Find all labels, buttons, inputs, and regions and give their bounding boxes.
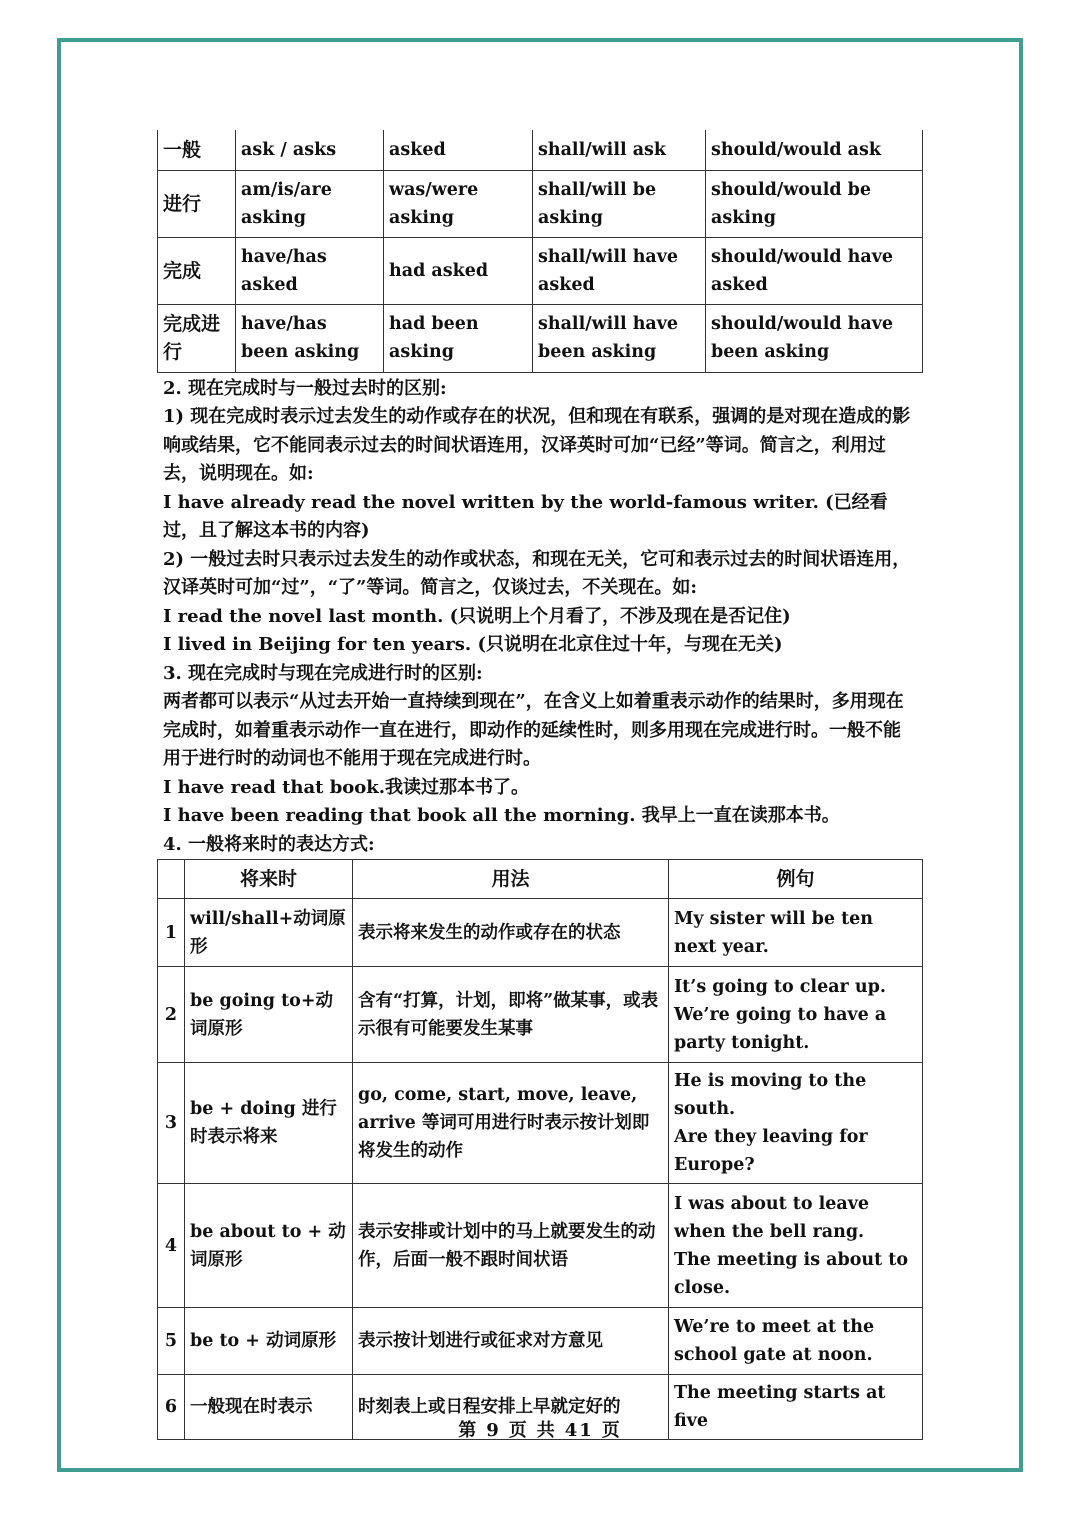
- form-cell: be going to+动词原形: [185, 967, 353, 1063]
- total-pages: 41: [564, 1420, 594, 1441]
- row-number: 6: [158, 1375, 185, 1440]
- row-number: 5: [158, 1308, 185, 1375]
- footer-ye: 页: [508, 1420, 529, 1441]
- example-cell: It’s going to clear up. We’re going to have a party tonight.: [669, 967, 923, 1063]
- row-label: 完成: [158, 237, 236, 304]
- table-row: [158, 1308, 923, 1375]
- form-cell: be to + 动词原形: [185, 1308, 353, 1375]
- example-cell: We’re to meet at the school gate at noon.: [669, 1308, 923, 1375]
- table-cell: had been asking: [384, 304, 533, 372]
- example-cell: He is moving to the south. Are they leaving for Europe?: [669, 1063, 923, 1184]
- row-label: 一般: [158, 130, 236, 170]
- paragraph: 1) 现在完成时表示过去发生的动作或存在的状况，但和现在有联系，强调的是对现在造成的影响或结果，它不能同表示过去的时间状语连用，汉译英时可加“已经”等词。简言之，利用过去，说明现在。如:: [163, 406, 911, 484]
- usage-cell: 时刻表上或日程安排上早就定好的: [353, 1375, 669, 1440]
- example-sentence: I have been reading that book all the morning. 我早上一直在读那本书。: [163, 805, 840, 826]
- column-header: 用法: [353, 860, 669, 899]
- example-cell: My sister will be ten next year.: [669, 899, 923, 967]
- usage-cell: 表示安排或计划中的马上就要发生的动作，后面一般不跟时间状语: [353, 1184, 669, 1308]
- row-label: 完成进行: [158, 304, 236, 372]
- row-label: 进行: [158, 170, 236, 237]
- table-row: [158, 237, 923, 304]
- column-header: 将来时: [185, 860, 353, 899]
- table-cell: should/would be asking: [706, 170, 923, 237]
- usage-cell: 表示将来发生的动作或存在的状态: [353, 899, 669, 967]
- document-body: [157, 130, 922, 1440]
- section-heading: 3. 现在完成时与现在完成进行时的区别:: [163, 662, 483, 684]
- example-sentence: I have already read the novel written by the world-famous writer. (已经看过，且了解这本书的内容): [163, 491, 888, 541]
- tense-table: [157, 130, 923, 373]
- example-cell: The meeting starts at five: [669, 1375, 923, 1440]
- table-row: [158, 170, 923, 237]
- example-sentence: I lived in Beijing for ten years. (只说明在北京住过十年，与现在无关): [163, 634, 783, 655]
- form-cell: be about to + 动词原形: [185, 1184, 353, 1308]
- paragraph: 两者都可以表示“从过去开始一直持续到现在”，在含义上如着重表示动作的结果时，多用现在完成时，如着重表示动作一直在进行，即动作的延续性时，则多用现在完成进行时。一般不能用于进行时的动词也不能用于现在完成进行时。: [163, 691, 904, 769]
- row-number: 2: [158, 967, 185, 1063]
- table-row: [158, 1184, 923, 1308]
- table-cell: shall/will ask: [533, 130, 706, 170]
- example-sentence: I have read that book.我读过那本书了。: [163, 776, 530, 798]
- footer-di: 第: [458, 1420, 479, 1441]
- table-header-row: [158, 860, 923, 899]
- row-number: 1: [158, 899, 185, 967]
- text-block: [157, 373, 922, 860]
- table-cell: should/would ask: [706, 130, 923, 170]
- form-cell: will/shall+动词原形: [185, 899, 353, 967]
- column-header: 例句: [669, 860, 923, 899]
- section-heading: 4. 一般将来时的表达方式:: [163, 833, 375, 855]
- future-tense-table: [157, 859, 923, 1440]
- table-row: [158, 1063, 923, 1184]
- table-row: [158, 304, 923, 372]
- section-heading: 2. 现在完成时与一般过去时的区别:: [163, 377, 447, 399]
- header-blank: [158, 860, 185, 899]
- example-sentence: I read the novel last month. (只说明上个月看了，不涉及现在是否记住): [163, 605, 791, 627]
- table-cell: have/has been asking: [236, 304, 384, 372]
- table-cell: should/would have asked: [706, 237, 923, 304]
- table-cell: have/has asked: [236, 237, 384, 304]
- row-number: 4: [158, 1184, 185, 1308]
- footer-ye2: 页: [601, 1420, 622, 1441]
- example-cell: I was about to leave when the bell rang. The meeting is about to close.: [669, 1184, 923, 1308]
- table-cell: asked: [384, 130, 533, 170]
- page-footer: [0, 1416, 1080, 1442]
- usage-cell: 含有“打算，计划，即将”做某事，或表示很有可能要发生某事: [353, 967, 669, 1063]
- table-row: [158, 967, 923, 1063]
- usage-cell: go, come, start, move, leave, arrive 等词可用进行时表示按计划即将发生的动作: [353, 1063, 669, 1184]
- table-row: [158, 130, 923, 170]
- paragraph: 2) 一般过去时只表示过去发生的动作或状态，和现在无关，它可和表示过去的时间状语连用，汉译英时可加“过”，“了”等词。简言之，仅谈过去，不关现在。如:: [163, 548, 911, 598]
- table-cell: shall/will have asked: [533, 237, 706, 304]
- form-cell: be + doing 进行时表示将来: [185, 1063, 353, 1184]
- form-cell: 一般现在时表示: [185, 1375, 353, 1440]
- table-cell: shall/will be asking: [533, 170, 706, 237]
- row-number: 3: [158, 1063, 185, 1184]
- table-cell: should/would have been asking: [706, 304, 923, 372]
- table-cell: was/were asking: [384, 170, 533, 237]
- table-cell: am/is/are asking: [236, 170, 384, 237]
- table-row: [158, 899, 923, 967]
- footer-gong: 共: [536, 1420, 557, 1441]
- page-number: 9: [486, 1420, 501, 1441]
- table-cell: ask / asks: [236, 130, 384, 170]
- table-cell: shall/will have been asking: [533, 304, 706, 372]
- table-cell: had asked: [384, 237, 533, 304]
- usage-cell: 表示按计划进行或征求对方意见: [353, 1308, 669, 1375]
